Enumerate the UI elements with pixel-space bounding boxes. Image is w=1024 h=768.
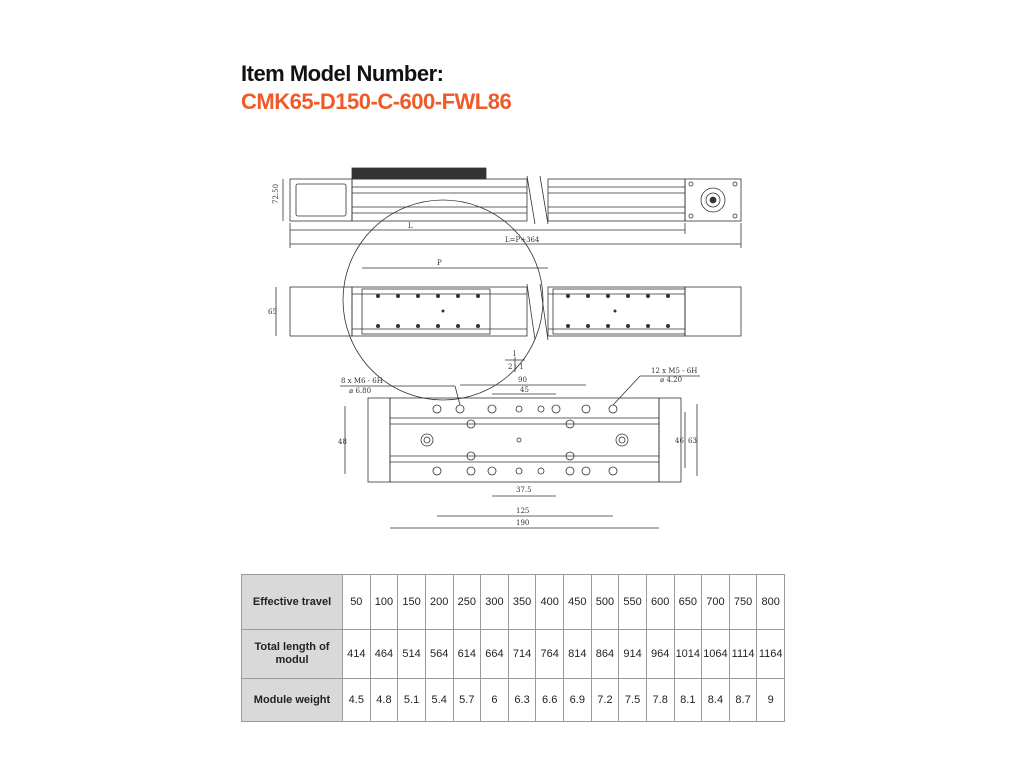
table-cell: 400 — [536, 575, 564, 630]
table-cell: 7.2 — [591, 679, 619, 722]
dim-length: L — [408, 222, 413, 230]
table-cell: 600 — [646, 575, 674, 630]
table-cell: 9 — [757, 679, 785, 722]
row-header: Module weight — [242, 679, 343, 722]
table-cell: 300 — [481, 575, 509, 630]
table-cell: 914 — [619, 630, 647, 679]
row-header: Effective travel — [242, 575, 343, 630]
table-cell: 864 — [591, 630, 619, 679]
table-cell: 1164 — [757, 630, 785, 679]
table-cell: 6 — [481, 679, 509, 722]
table-cell: 100 — [370, 575, 398, 630]
table-cell: 250 — [453, 575, 481, 630]
table-cell: 5.7 — [453, 679, 481, 722]
dimension-labels — [268, 184, 697, 527]
table-cell: 350 — [508, 575, 536, 630]
table-cell: 414 — [343, 630, 371, 679]
table-cell: 5.4 — [425, 679, 453, 722]
table-cell: 200 — [425, 575, 453, 630]
row-header: Total length of modul — [242, 630, 343, 679]
table-cell: 564 — [425, 630, 453, 679]
top-view-holes — [376, 294, 670, 328]
table-cell: 464 — [370, 630, 398, 679]
hole-callout-left-depth: ⌀ 6.80 — [349, 387, 372, 395]
table-cell: 450 — [564, 575, 592, 630]
detail-label: I — [513, 350, 516, 358]
dim-46: 46 — [675, 437, 684, 445]
table-cell: 8.1 — [674, 679, 702, 722]
table-cell: 1114 — [729, 630, 757, 679]
item-model-label: Item Model Number: — [241, 61, 444, 86]
hole-callout-right: 12 x M5 - 6H — [651, 367, 698, 375]
table-cell: 514 — [398, 630, 426, 679]
table-cell: 964 — [646, 630, 674, 679]
table-row — [242, 630, 785, 679]
table-cell: 814 — [564, 630, 592, 679]
table-cell: 7.5 — [619, 679, 647, 722]
model-number: CMK65-D150-C-600-FWL86 — [241, 89, 512, 114]
table-cell: 6.3 — [508, 679, 536, 722]
table-cell: 4.5 — [343, 679, 371, 722]
dim-side-height: 72.50 — [272, 183, 280, 204]
dim-total-length: L=P+364 — [505, 236, 540, 244]
table-cell: 650 — [674, 575, 702, 630]
table-cell: 5.1 — [398, 679, 426, 722]
dim-45: 45 — [520, 386, 529, 394]
table-cell: 700 — [702, 575, 730, 630]
table-cell: 550 — [619, 575, 647, 630]
table-cell: 500 — [591, 575, 619, 630]
table-cell: 4.8 — [370, 679, 398, 722]
dim-37: 37.5 — [516, 486, 532, 494]
table-cell: 1014 — [674, 630, 702, 679]
table-cell: 8.4 — [702, 679, 730, 722]
table-cell: 750 — [729, 575, 757, 630]
dim-190: 190 — [516, 519, 530, 527]
dim-63: 63 — [688, 437, 697, 445]
table-cell: 614 — [453, 630, 481, 679]
dim-travel: P — [437, 259, 442, 267]
table-cell: 764 — [536, 630, 564, 679]
dim-48: 48 — [338, 438, 347, 446]
table-cell: 6.6 — [536, 679, 564, 722]
table-cell: 7.8 — [646, 679, 674, 722]
table-cell: 150 — [398, 575, 426, 630]
dim-top-width: 65 — [268, 308, 277, 316]
table-cell: 8.7 — [729, 679, 757, 722]
hole-callout-right-depth: ⌀ 4.20 — [660, 376, 683, 384]
table-row — [242, 679, 785, 722]
detail-view — [340, 376, 700, 528]
table-cell: 714 — [508, 630, 536, 679]
table-cell: 6.9 — [564, 679, 592, 722]
spec-table — [241, 574, 785, 722]
table-cell: 50 — [343, 575, 371, 630]
table-cell: 1064 — [702, 630, 730, 679]
table-row — [242, 575, 785, 630]
dim-125: 125 — [516, 507, 530, 515]
table-cell: 800 — [757, 575, 785, 630]
dim-90: 90 — [518, 376, 527, 384]
table-cell: 664 — [481, 630, 509, 679]
detail-ratio: 2 : 1 — [508, 363, 524, 371]
hole-callout-left: 8 x M6 - 6H — [341, 377, 383, 385]
